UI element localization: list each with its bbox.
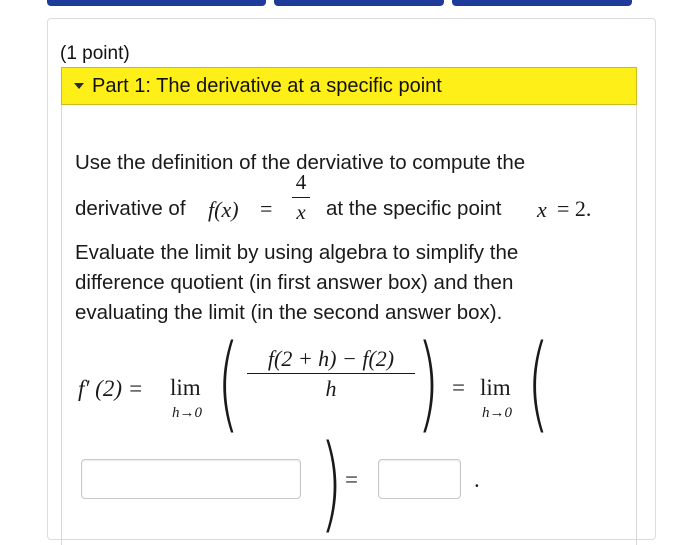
dq-fraction-bar — [247, 373, 415, 374]
function-fraction — [292, 171, 310, 224]
equals-sign-2: = — [452, 375, 465, 400]
equals-sign: = — [260, 196, 273, 221]
instruction-line-3: Evaluate the limit by using algebra to simplify the — [75, 241, 519, 264]
left-paren-icon: ( — [217, 322, 240, 444]
difference-quotient — [247, 347, 415, 400]
answer-box-2[interactable] — [378, 459, 461, 499]
caret-down-icon[interactable] — [74, 83, 84, 89]
nav-tab-1[interactable] — [47, 0, 266, 6]
part-1-header[interactable] — [61, 67, 637, 105]
nav-tab-3[interactable] — [452, 0, 632, 6]
nav-tab-2[interactable] — [274, 0, 444, 6]
answer-box-1[interactable] — [81, 459, 301, 499]
instruction-line-2-post: at the specific point — [326, 197, 502, 220]
limit-subscript: h→0 — [172, 405, 202, 421]
fraction-bar — [292, 197, 310, 198]
function-fx: f(x) — [208, 197, 239, 222]
instruction-line-5: evaluating the limit (in the second answer box). — [75, 301, 503, 324]
left-paren-icon-2: ( — [527, 322, 550, 444]
limit-label: lim — [170, 375, 201, 400]
equals-sign-3: = — [345, 467, 358, 492]
instruction-line-2-pre: derivative of — [75, 197, 186, 220]
problem-points: (1 point) — [60, 43, 130, 64]
formula-period: . — [474, 467, 480, 492]
point-value: = 2. — [557, 196, 592, 221]
part-title: Part 1: The derivative at a specific point — [92, 74, 442, 97]
right-paren-icon: ) — [417, 322, 440, 444]
dq-numerator: f(2 + h) − f(2) — [267, 346, 395, 371]
problem-card — [47, 18, 656, 544]
dq-denominator: h — [325, 376, 337, 401]
part-1-body — [61, 105, 637, 545]
instruction-line-1: Use the definition of the derviative to compute the — [75, 151, 526, 174]
limit-label-2: lim — [480, 375, 511, 400]
formula-lhs: f′ (2) = — [78, 376, 144, 401]
fraction-numerator: 4 — [295, 170, 307, 194]
fraction-denominator: x — [296, 200, 306, 224]
limit-subscript-2: h→0 — [482, 405, 512, 421]
instruction-line-4: difference quotient (in first answer box) and then — [75, 271, 514, 294]
point-variable: x — [537, 197, 547, 222]
right-paren-icon-2: ) — [320, 422, 343, 544]
